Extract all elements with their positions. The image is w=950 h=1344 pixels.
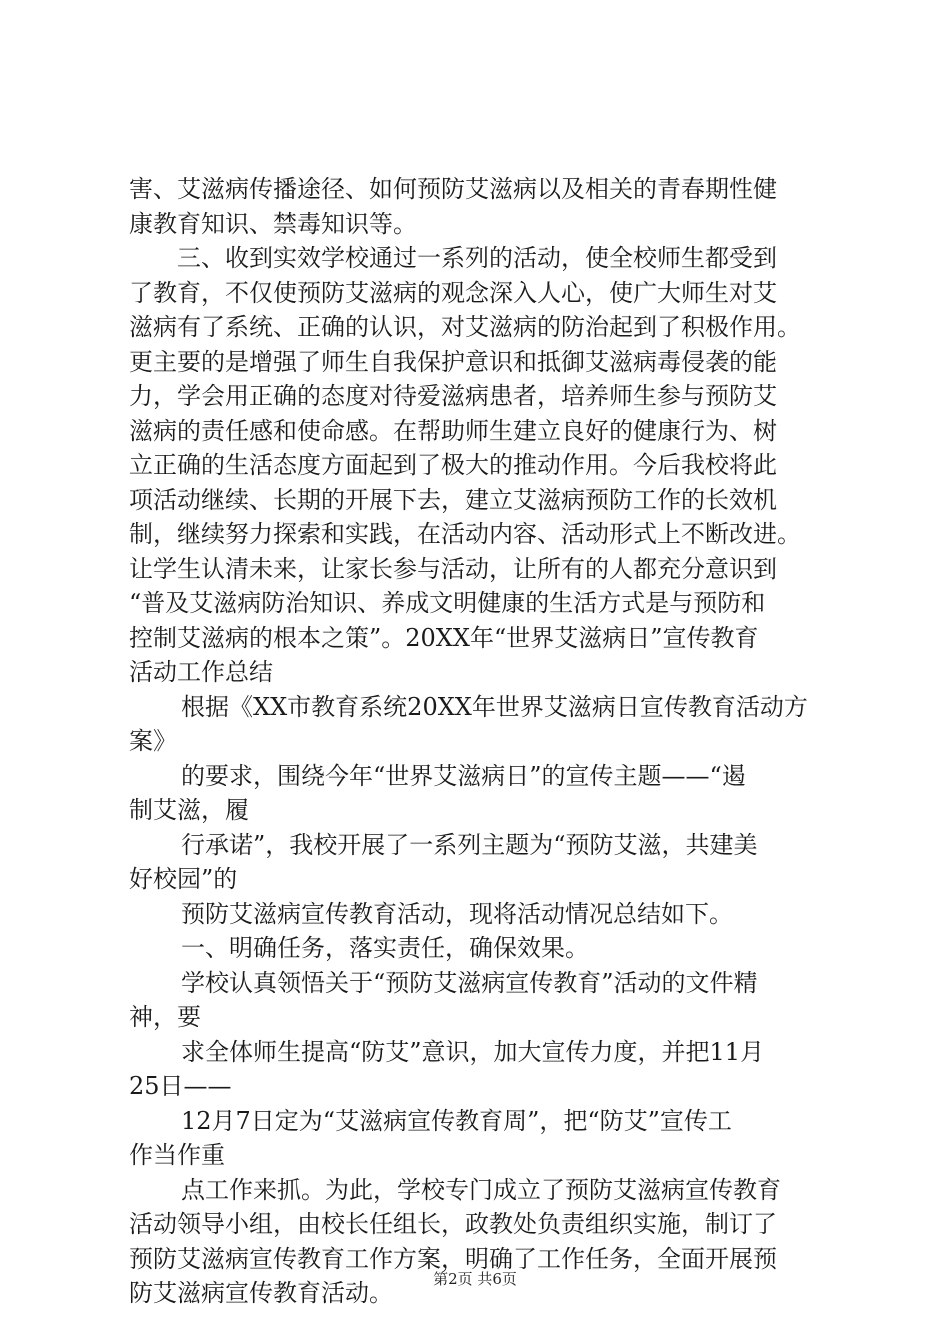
text-line: 防艾滋病宣传教育活动。 <box>129 1279 393 1307</box>
text-line: 害、艾滋病传播途径、如何预防艾滋病以及相关的青春期性健 <box>129 175 777 203</box>
text-line: 制，继续努力探索和实践，在活动内容、活动形式上不断改进。 <box>129 520 801 548</box>
text-line: 行承诺”，我校开展了一系列主题为“预防艾滋，共建美 <box>181 830 758 859</box>
text-line: 的要求，围绕今年“世界艾滋病日”的宣传主题——“遏 <box>181 761 746 790</box>
text-line: 制艾滋，履 <box>129 796 249 824</box>
text-line: 活动领导小组，由校长任组长，政教处负责组织实施，制订了 <box>129 1210 777 1238</box>
text-line: 滋病有了系统、正确的认识，对艾滋病的防治起到了积极作用。 <box>129 313 801 341</box>
text-line: 预防艾滋病宣传教育工作方案，明确了工作任务，全面开展预 <box>129 1244 777 1273</box>
text-line: 作当作重 <box>129 1141 225 1169</box>
text-line: 神，要 <box>129 1003 201 1031</box>
text-line: 预防艾滋病宣传教育活动，现将活动情况总结如下。 <box>181 899 733 928</box>
text-line: 更主要的是增强了师生自我保护意识和抵御艾滋病毒侵袭的能 <box>129 347 777 376</box>
text-line: 了教育，不仅使预防艾滋病的观念深入人心，使广大师生对艾 <box>129 278 777 307</box>
page-footer: 第2页 共6页 <box>433 1270 517 1288</box>
text-line: 活动工作总结 <box>129 658 273 686</box>
text-line: 力，学会用正确的态度对待爱滋病患者，培养师生参与预防艾 <box>129 382 777 410</box>
text-line: 学校认真领悟关于“预防艾滋病宣传教育”活动的文件精 <box>181 968 758 997</box>
text-line: 三、收到实效学校通过一系列的活动，使全校师生都受到 <box>177 244 777 272</box>
text-line: 好校园”的 <box>129 865 238 893</box>
text-line: 25日—— <box>129 1072 232 1100</box>
text-line: 控制艾滋病的根本之策”。20XX年“世界艾滋病日”宣传教育 <box>129 623 759 652</box>
body-text <box>129 172 859 1311</box>
text-line: 点工作来抓。为此，学校专门成立了预防艾滋病宣传教育 <box>181 1175 781 1204</box>
text-line: 滋病的责任感和使命感。在帮助师生建立良好的健康行为、树 <box>129 416 777 445</box>
text-line: 根据《XX市教育系统20XX年世界艾滋病日宣传教育活动方 <box>181 692 808 721</box>
text-line: 康教育知识、禁毒知识等。 <box>129 209 417 238</box>
text-line: 求全体师生提高“防艾”意识，加大宣传力度，并把11月 <box>181 1037 765 1066</box>
text-line: 案》 <box>129 727 177 755</box>
text-line: 12月7日定为“艾滋病宣传教育周”，把“防艾”宣传工 <box>181 1106 732 1135</box>
text-line: 让学生认清未来，让家长参与活动，让所有的人都充分意识到 <box>129 554 777 583</box>
text-line: 项活动继续、长期的开展下去，建立艾滋病预防工作的长效机 <box>129 485 777 514</box>
text-line: 一、明确任务，落实责任，确保效果。 <box>181 934 589 962</box>
text-line: 立正确的生活态度方面起到了极大的推动作用。今后我校将此 <box>129 451 777 479</box>
text-line: “普及艾滋病防治知识、养成文明健康的生活方式是与预防和 <box>129 589 766 617</box>
